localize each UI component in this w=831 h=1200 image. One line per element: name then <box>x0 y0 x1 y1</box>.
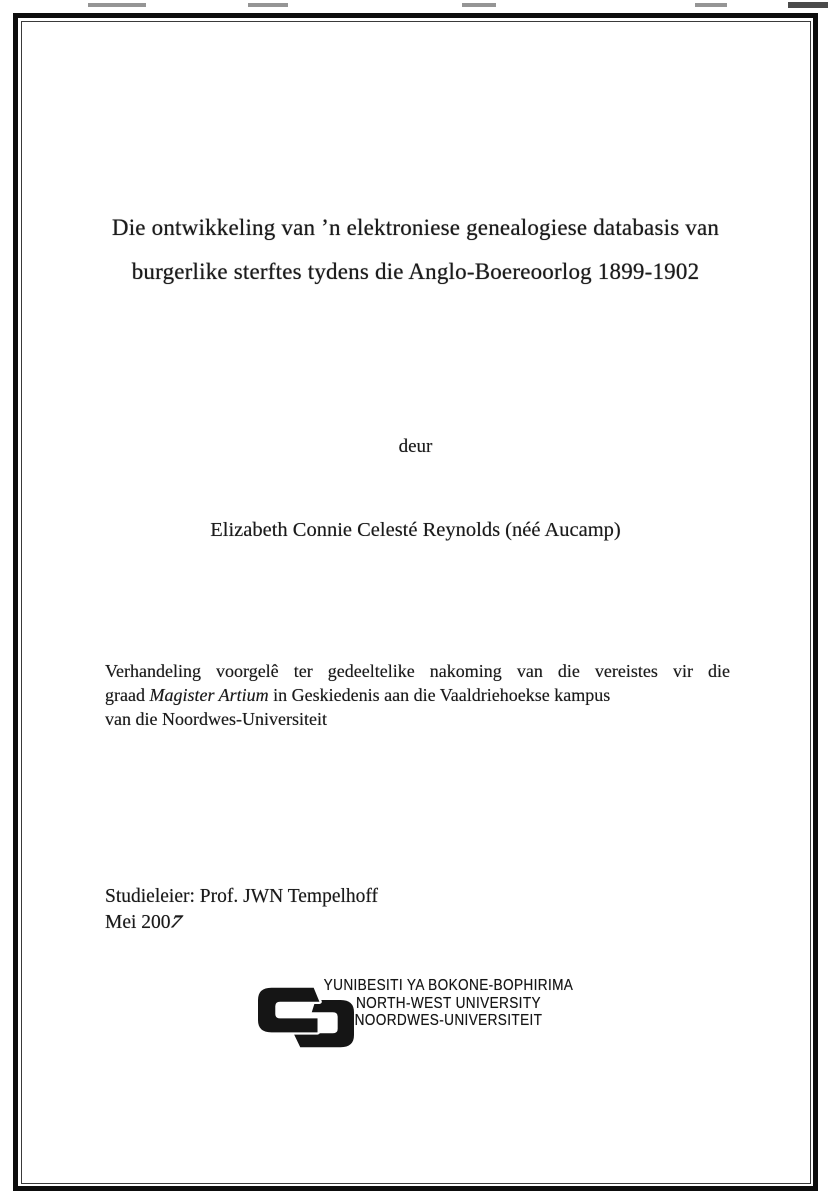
submission-statement <box>105 659 730 731</box>
submission-line-3: van die Noordwes-Universiteit <box>105 709 327 729</box>
scan-artifact <box>788 2 828 8</box>
thesis-title <box>50 206 781 294</box>
scan-artifact <box>695 3 727 7</box>
scan-artifact <box>462 3 496 7</box>
supervisor-line: Studieleier: Prof. JWN Tempelhoff <box>105 886 379 907</box>
logo-line-afrikaans: NOORDWES-UNIVERSITEIT <box>354 1012 543 1030</box>
title-line-2: burgerlike sterftes tydens die Anglo-Boereoorlog 1899-1902 <box>131 259 700 284</box>
byline-label: deur <box>398 436 433 457</box>
logo-line-setswana: YUNIBESITI YA BOKONE-BOPHIRIMA <box>323 977 574 994</box>
author-name: Elizabeth Connie Celesté Reynolds (néé Aucamp) <box>210 519 621 541</box>
degree-prefix: graad <box>105 685 150 705</box>
title-line-1: Die ontwikkeling van ’n elektroniese genealogiese databasis van <box>111 215 720 240</box>
degree-suffix: in Geskiedenis aan die Vaaldriehoekse kampus <box>268 685 611 705</box>
submission-line-2 <box>105 683 730 707</box>
supervisor-block <box>105 884 378 935</box>
degree-name: Magister Artium <box>149 685 269 705</box>
date-line <box>105 910 378 936</box>
date-last-digit: 7 <box>166 912 185 932</box>
date-prefix: Mei 200 <box>105 911 171 933</box>
scan-artifact <box>88 3 146 7</box>
university-logo-text <box>320 977 577 1030</box>
scan-artifact <box>248 3 288 7</box>
submission-line-1: Verhandeling voorgelê ter gedeeltelike nakoming van die vereistes vir die <box>105 661 730 681</box>
logo-line-english: NORTH-WEST UNIVERSITY <box>355 994 541 1012</box>
